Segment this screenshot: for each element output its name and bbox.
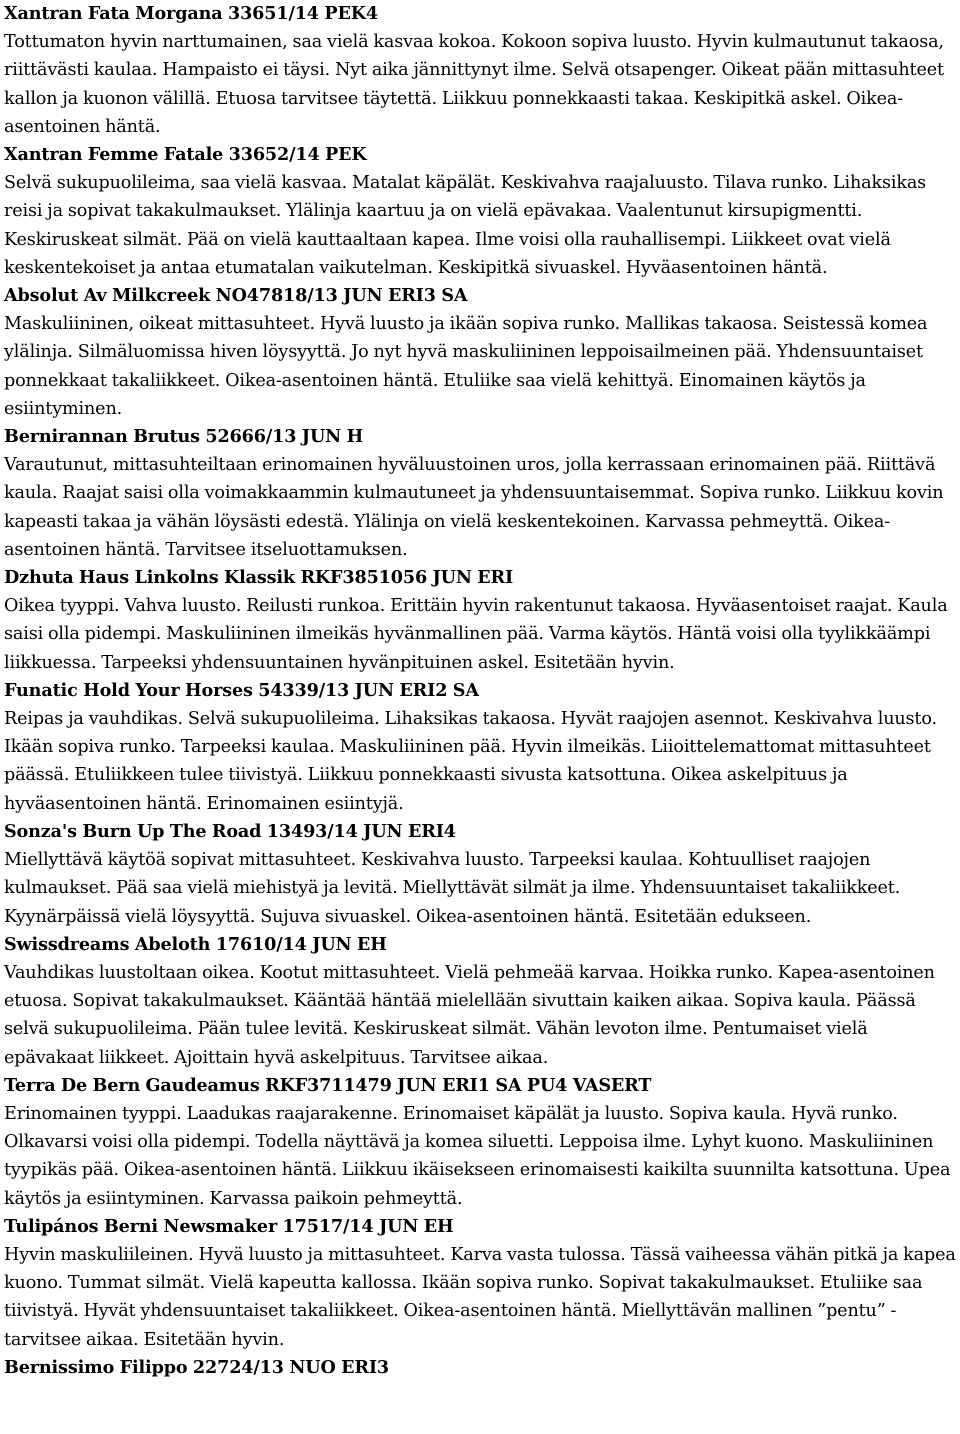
dog-entry xyxy=(4,141,956,282)
dog-entry xyxy=(4,423,956,564)
dog-entry-critique: Hyvin maskuliileinen. Hyvä luusto ja mittasuhteet. Karva vasta tulossa. Tässä vaiheessa vähän pitkä ja kapea kuono. Tummat silmät. Vielä kapeutta kallossa. Ikään sopiva runko. Sopivat takakulmaukset. Etuliike saa tiivistyä. Hyvät yhdensuuntaiset takaliikkeet. Oikea-asentoinen häntä. Miellyttävän mallinen ”pentu” - tarvitsee aikaa. Esitetään hyvin. xyxy=(4,1244,956,1350)
dog-entry-title: Bernirannan Brutus 52666/13 JUN H xyxy=(4,426,364,448)
dog-entry-critique: Maskuliininen, oikeat mittasuhteet. Hyvä luusto ja ikään sopiva runko. Mallikas takaosa. Seistessä komea ylälinja. Silmäluomissa hiven löysyyttä. Jo nyt hyvä maskuliininen leppoisailmeinen pää. Yhdensuuntaiset ponnekkaat takaliikkeet. Oikea-asentoinen häntä. Etuliike saa vielä kehittyä. Einomainen käytös ja esiintyminen. xyxy=(4,314,928,419)
dog-entry xyxy=(4,0,956,141)
dog-entry xyxy=(4,564,956,677)
dog-entry-critique: Reipas ja vauhdikas. Selvä sukupuolileima. Lihaksikas takaosa. Hyvät raajojen asennot. Keskivahva luusto. Ikään sopiva runko. Tarpeeksi kaulaa. Maskuliininen pää. Hyvin ilmeikäs. Liioittelemattomat mittasuhteet päässä. Etuliikkeen tulee tiivistyä. Liikkuu ponnekkaasti sivusta katsottuna. Oikea askelpituus ja hyväasentoinen häntä. Erinomainen esiintyjä. xyxy=(4,709,937,814)
dog-entry-title: Xantran Fata Morgana 33651/14 PEK4 xyxy=(4,3,378,24)
dog-entry-critique: Vauhdikas luustoltaan oikea. Kootut mittasuhteet. Vielä pehmeää karvaa. Hoikka runko. Kapea-asentoinen etuosa. Sopivat takakulmaukset. Kääntää häntää mielellään sivuttain kaiken aikaa. Sopiva kaula. Päässä selvä sukupuolileima. Pään tulee levitä. Keskiruskeat silmät. Vähän levoton ilme. Pentumaiset vielä epävakaat liikkeet. Ajoittain hyvä askelpituus. Tarvitsee aikaa. xyxy=(4,962,935,1068)
dog-entry xyxy=(4,1072,956,1213)
dog-entry-title: Terra De Bern Gaudeamus RKF3711479 JUN ERI1 SA PU4 VASERT xyxy=(4,1074,652,1096)
dog-entry-critique: Erinomainen tyyppi. Laadukas raajarakenne. Erinomaiset käpälät ja luusto. Sopiva kaula. Hyvä runko. Olkavarsi voisi olla pidempi. Todella näyttävä ja komea siluetti. Leppoisa ilme. Lyhyt kuono. Maskuliininen tyypikäs pää. Oikea-asentoinen häntä. Liikkuu ikäisekseen erinomaisesti kaikilta suunnilta katsottuna. Upea käytös ja esiintyminen. Karvassa paikoin pehmeyttä. xyxy=(4,1103,951,1209)
dog-entry-critique: Tottumaton hyvin narttumainen, saa vielä kasvaa kokoa. Kokoon sopiva luusto. Hyvin kulmautunut takaosa, riittävästi kaulaa. Hampaisto ei täysi. Nyt aika jännittynyt ilme. Selvä otsapenger. Oikeat pään mittasuhteet kallon ja kuonon välillä. Etuosa tarvitsee täytettä. Liikkuu ponnekkaasti takaa. Keskipitkä askel. Oikea-asentoinen häntä. xyxy=(4,32,944,137)
dog-entry xyxy=(4,282,956,423)
dog-entry xyxy=(4,931,956,1072)
dog-entry-title: Funatic Hold Your Horses 54339/13 JUN ERI2 SA xyxy=(4,679,479,701)
dog-entry-title: Swissdreams Abeloth 17610/14 JUN EH xyxy=(4,933,387,955)
dog-entry-title: Bernissimo Filippo 22724/13 NUO ERI3 xyxy=(4,1356,390,1378)
dog-entry-critique: Miellyttävä käytöä sopivat mittasuhteet. Keskivahva luusto. Tarpeeksi kaulaa. Kohtuulliset raajojen kulmaukset. Pää saa vielä miehistyä ja levitä. Miellyttävät silmät ja ilme. Yhdensuuntaiset takaliikkeet. Kyynärpäissä vielä löysyyttä. Sujuva sivuaskel. Oikea-asentoinen häntä. Esitetään edukseen. xyxy=(4,850,901,927)
dog-entry-critique: Selvä sukupuolileima, saa vielä kasvaa. Matalat käpälät. Keskivahva raajaluusto. Tilava runko. Lihaksikas reisi ja sopivat takakulmaukset. Ylälinja kaartuu ja on vielä epävakaa. Vaalentunut kirsupigmentti. Keskiruskeat silmät. Pää on vielä kauttaaltaan kapea. Ilme voisi olla rauhallisempi. Liikkeet ovat vielä keskentekoiset ja antaa etumatalan vaikutelman. Keskipitkä sivuaskel. Hyväasentoinen häntä. xyxy=(4,173,927,278)
dog-entry xyxy=(4,1354,956,1382)
dog-entry-title: Xantran Femme Fatale 33652/14 PEK xyxy=(4,144,367,166)
dog-entry-title: Absolut Av Milkcreek NO47818/13 JUN ERI3 SA xyxy=(4,285,468,307)
dog-entry-title: Tulipános Berni Newsmaker 17517/14 JUN EH xyxy=(4,1215,454,1237)
dog-entry xyxy=(4,677,956,818)
dog-entry-title: Sonza's Burn Up The Road 13493/14 JUN ERI4 xyxy=(4,820,456,842)
dog-entry-critique: Varautunut, mittasuhteiltaan erinomainen hyväluustoinen uros, jolla kerrassaan erinomainen pää. Riittävä kaula. Raajat saisi olla voimakkaammin kulmautuneet ja yhdensuuntaisemmat. Sopiva runko. Liikkuu kovin kapeasti takaa ja vähän löysästi edestä. Ylälinja on vielä keskentekoinen. Karvassa pehmeyttä. Oikea-asentoinen häntä. Tarvitsee itseluottamuksen. xyxy=(4,455,944,560)
dog-entry-title: Dzhuta Haus Linkolns Klassik RKF3851056 JUN ERI xyxy=(4,567,514,589)
dog-entry xyxy=(4,818,956,931)
dog-entry xyxy=(4,1213,956,1354)
dog-entry-critique: Oikea tyyppi. Vahva luusto. Reilusti runkoa. Erittäin hyvin rakentunut takaosa. Hyväasentoiset raajat. Kaula saisi olla pidempi. Maskuliininen ilmeikäs hyvänmallinen pää. Varma käytös. Häntä voisi olla tyylikkäämpi liikkuessa. Tarpeeksi yhdensuuntainen hyvänpituinen askel. Esitetään hyvin. xyxy=(4,596,948,673)
